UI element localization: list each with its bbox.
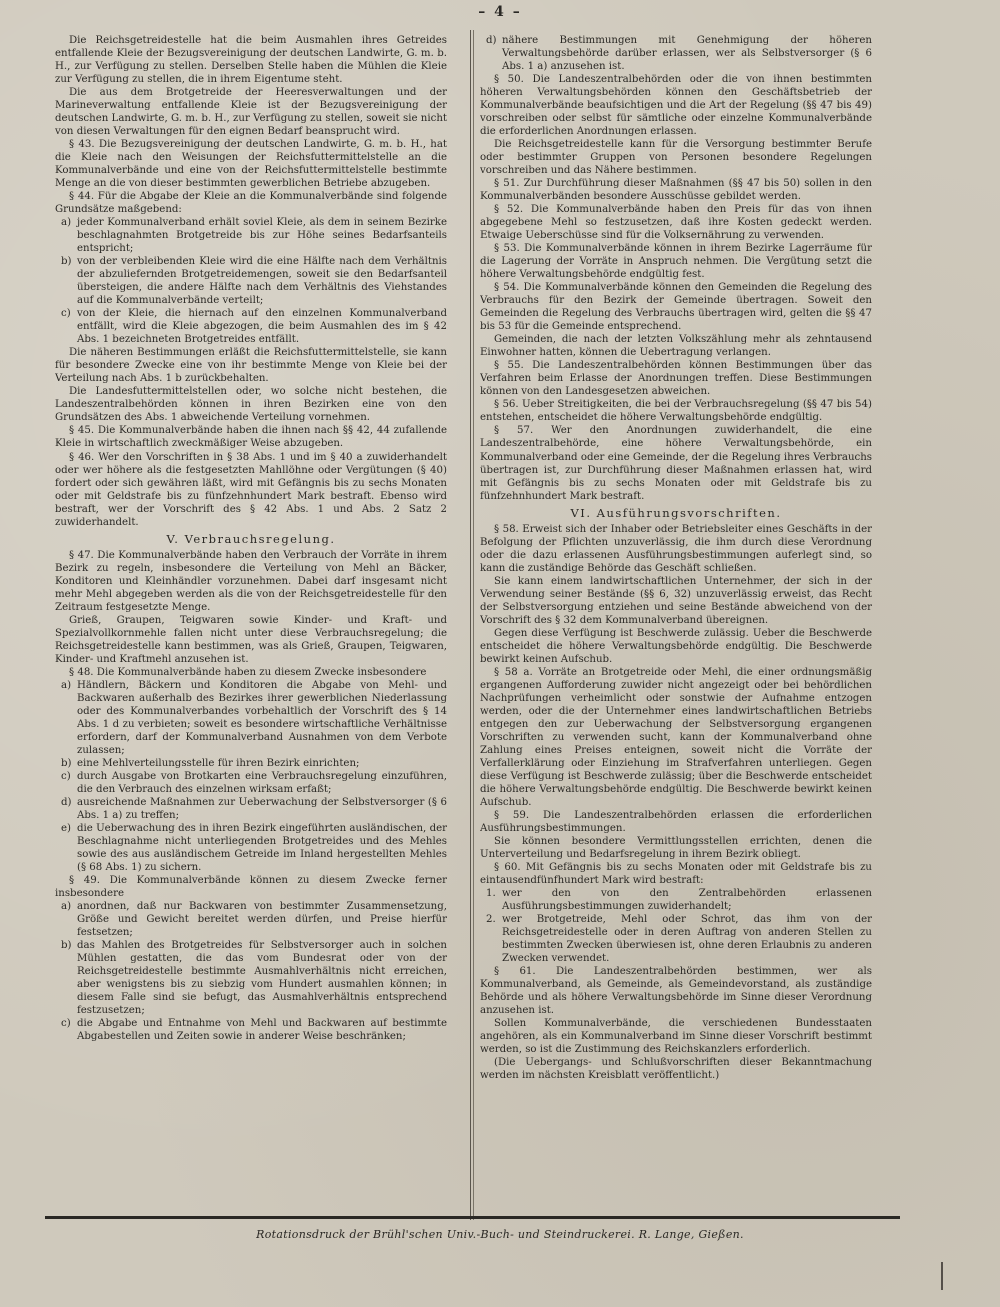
list-item — [55, 255, 447, 307]
paragraph: § 61. Die Landeszentralbehörden bestimmen, wer als Kommunalverband, als Gemeinde, als Gemeindevorstand, als zuständige Behörde und als höhere Verwaltungsbehörde im Sinne dieser Verordnung anzusehen ist. — [480, 966, 872, 1017]
paragraph: Gemeinden, die nach der letzten Volkszählung mehr als zehntausend Einwohner hatten, können die Uebertragung verlangen. — [480, 334, 872, 359]
paragraph: § 49. Die Kommunalverbände können zu diesem Zwecke ferner insbesondere — [55, 875, 447, 900]
column-divider — [470, 30, 471, 1220]
list-item-text: ausreichende Maßnahmen zur Ueberwachung der Selbstversorger (§ 6 Abs. 1 a) zu treffen; — [77, 796, 447, 821]
list-item-label: b) — [61, 940, 72, 952]
paragraph: Grieß, Graupen, Teigwaren sowie Kinder- und Kraft- und Spezialvollkornmehle fallen nicht unter diese Verbrauchsregelung; die Reichsgetreidestelle kann bestimmen, was als Grieß, Graupen, Teigwaren, Kinder- und Kraftmehl anzusehen ist. — [55, 614, 447, 665]
list-item — [480, 887, 872, 913]
paragraph: § 59. Die Landeszentralbehörden erlassen die erforderlichen Ausführungsbestimmungen. — [480, 809, 872, 834]
paragraph: § 48. Die Kommunalverbände haben zu diesem Zwecke insbesondere — [69, 666, 427, 678]
list-item-text: das Mahlen des Brotgetreides für Selbstversorger auch in solchen Mühlen gestatten, die das vom Bundesrat oder von der Reichsgetreidestelle bestimmte Ausmahlverhältnis nicht erreichen, aber wenigstens bis zu siebzig vom Hundert ausmahlen können; in diesem Falle sind sie befugt, das Ausmahlverhältnis entsprechend festzusetzen; — [77, 940, 447, 1017]
paragraph: (Die Uebergangs- und Schlußvorschriften dieser Bekanntmachung werden im nächsten Kreisblatt veröffentlicht.) — [480, 1057, 872, 1082]
list-item — [55, 1017, 447, 1043]
list-item-text: wer den von den Zentralbehörden erlassenen Ausführungsbestimmungen zuwiderhandelt; — [502, 888, 872, 913]
paragraph: § 57. Wer den Anordnungen zuwiderhandelt, die eine Landeszentralbehörde, eine höhere Verwaltungsbehörde, ein Kommunalverband oder eine Gemeinde, der die Regelung ihres Verbrauchs übertragen ist, zur Durchführung dieser Maßnahmen erlassen hat, wird mit Gefängnis bis zu sechs Monaten oder mit Geldstrafe bis zu fünfzehnhundert Mark bestraft. — [480, 425, 872, 502]
paragraph: § 44. Für die Abgabe der Kleie an die Kommunalverbände sind folgende Grundsätze maßgebend: — [55, 191, 447, 216]
list-item-label: a) — [61, 679, 72, 691]
paragraph: § 47. Die Kommunalverbände haben den Verbrauch der Vorräte in ihrem Bezirk zu regeln, insbesondere die Verteilung von Mehl an Bäcker, Konditoren und Kleinhändler vorzunehmen. Dabei darf insgesamt nicht mehr Mehl abgegeben werden als die von der Reichsgetreidestelle für den Zeitraum festgesetzte Menge. — [55, 549, 447, 613]
list-item — [55, 770, 447, 796]
list-item-label: a) — [61, 217, 72, 229]
list-item-text: jeder Kommunalverband erhält soviel Kleie, als dem in seinem Bezirke beschlagnahmten Brotgetreide bis zur Höhe seines Bedarfsanteils entspricht; — [77, 217, 447, 255]
page-number: – 4 – — [478, 4, 522, 20]
list-item-label: e) — [61, 822, 72, 834]
list-item — [480, 34, 872, 73]
paragraph: § 52. Die Kommunalverbände haben den Preis für das von ihnen abgegebene Mehl so festzusetzen, daß ihre Kosten gedeckt werden. Etwaige Ueberschüsse sind für die Volksernährung zu verwenden. — [480, 204, 872, 242]
list-item — [55, 900, 447, 939]
list-item-label: c) — [61, 308, 71, 320]
printer-imprint: Rotationsdruck der Brühl'schen Univ.-Buch- und Steindruckerei. R. Lange, Gießen. — [256, 1228, 744, 1241]
list-item-label: d) — [486, 35, 497, 46]
paragraph: Die aus dem Brotgetreide der Heeresverwaltungen und der Marineverwaltung entfallende Kleie ist der Bezugsvereinigung der deutschen Landwirte, G. m. b. H., zur Verfügung zu stellen, soweit sie nicht von diesen Verwaltungen für den eignen Bedarf beansprucht wird. — [55, 87, 447, 138]
paragraph: Sie können besondere Vermittlungsstellen errichten, denen die Unterverteilung und Bedarfsregelung in ihrem Bezirk obliegt. — [480, 835, 872, 860]
section-heading: VI. Ausführungsvorschriften. — [570, 505, 782, 520]
list-item-text: durch Ausgabe von Brotkarten eine Verbrauchsregelung einzuführen, die den Verbrauch des einzelnen wirksam erfaßt; — [77, 770, 447, 795]
list-item-label: 1. — [486, 888, 496, 900]
list-item-label: 2. — [486, 914, 496, 926]
paragraph: Gegen diese Verfügung ist Beschwerde zulässig. Ueber die Beschwerde entscheidet die höhere Verwaltungsbehörde endgültig. Die Beschwerde bewirkt keinen Aufschub. — [480, 627, 872, 665]
paragraph: § 55. Die Landeszentralbehörden können Bestimmungen über das Verfahren beim Erlasse der Anordnungen treffen. Diese Bestimmungen können von den Landesgesetzen abweichen. — [480, 360, 872, 398]
list-item-label: a) — [61, 901, 72, 913]
left-column — [55, 34, 447, 1212]
right-column — [480, 34, 872, 1212]
paper-mark — [941, 1262, 943, 1290]
list-item — [480, 913, 872, 965]
list-item-text: eine Mehlverteilungsstelle für ihren Bezirk einrichten; — [77, 757, 360, 769]
list-item-text: wer Brotgetreide, Mehl oder Schrot, das ihm von der Reichsgetreidestelle oder in deren Auftrag von anderen Stellen zu bestimmten Zwecken überwiesen ist, ohne deren Erlaubnis zu anderen Zwecken verwendet. — [502, 914, 872, 965]
list-item — [55, 307, 447, 346]
list-item-text: von der Kleie, die hiernach auf den einzelnen Kommunalverband entfällt, wird die Kleie abgezogen, die beim Ausmahlen des im § 42 Abs. 1 bezeichneten Brotgetreides entfällt. — [77, 308, 447, 346]
list-item — [55, 822, 447, 874]
paragraph: Sie kann einem landwirtschaftlichen Unternehmer, der sich in der Verwendung seiner Bestände (§§ 6, 32) unzuverlässig erweist, das Recht der Selbstversorgung entziehen und seine Bestände abweichend von der Vorschrift des § 32 dem Kommunalverband übereignen. — [480, 575, 872, 626]
list-item-label: c) — [61, 1018, 71, 1030]
list-item-text: die Abgabe und Entnahme von Mehl und Backwaren auf bestimmte Abgabestellen und Zeiten sowie in anderer Weise beschränken; — [77, 1018, 447, 1043]
paragraph: § 45. Die Kommunalverbände haben die ihnen nach §§ 42, 44 zufallende Kleie in wirtschaftlich zweckmäßiger Weise abzugeben. — [55, 425, 447, 450]
paragraph: Sollen Kommunalverbände, die verschiedenen Bundesstaaten angehören, als ein Kommunalverband im Sinne dieser Vorschrift bestimmt werden, so ist die Zustimmung des Reichskanzlers erforderlich. — [480, 1018, 872, 1056]
paragraph: § 58 a. Vorräte an Brotgetreide oder Mehl, die einer ordnungsmäßig ergangenen Aufforderung zuwider nicht angezeigt oder bei behördlichen Nachprüfungen verheimlicht oder sonstwie der Aufnahme entzogen werden, oder die der Unternehmer eines landwirtschaftlichen Betriebs entgegen den zur Ueberwachung der Selbstversorgung ergangenen Vorschriften zu verwenden sucht, kann der Kommunalverband ohne Zahlung eines Preises enteignen, soweit nicht die Vorräte der Verfallerklärung oder Einziehung im Strafverfahren unterliegen. Gegen diese Verfügung ist Beschwerde zulässig; über die Beschwerde entscheidet die höhere Verwaltungsbehörde endgültig. Die Beschwerde bewirkt keinen Aufschub. — [480, 666, 872, 808]
list-item-text: die Ueberwachung des in ihren Bezirk eingeführten ausländischen, der Beschlagnahme nicht unterliegenden Brotgetreides und des Mehles sowie des aus ausländischem Getreide im Inland hergestellten Mehles (§ 68 Abs. 1) zu sichern. — [77, 822, 447, 873]
column-divider-inner — [473, 30, 474, 1220]
paragraph: § 58. Erweist sich der Inhaber oder Betriebsleiter eines Geschäfts in der Befolgung der Pflichten unzuverlässig, die ihm durch diese Verordnung oder die dazu erlassenen Ausführungsbestimmungen auferlegt sind, so kann die zuständige Behörde das Geschäft schließen. — [480, 523, 872, 574]
list-item-text: von der verbleibenden Kleie wird die eine Hälfte nach dem Verhältnis der abzuliefernden Brotgetreidemengen, soweit sie den Bedarfsanteil übersteigen, die andere Hälfte nach dem Verhältnis des Viehstandes auf die Kommunalverbände verteilt; — [77, 256, 447, 307]
list-item — [55, 757, 447, 770]
list-item-label: b) — [61, 256, 72, 268]
paragraph: § 50. Die Landeszentralbehörden oder die von ihnen bestimmten höheren Verwaltungsbehörden können den Geschäftsbetrieb der Kommunalverbände beaufsichtigen und die Art der Regelung (§§ 47 bis 49) vorschreiben oder selbst für sämtliche oder einzelne Kommunalverbände die erforderlichen Anordnungen erlassen. — [480, 74, 872, 138]
paragraph: § 54. Die Kommunalverbände können den Gemeinden die Regelung des Verbrauchs für den Bezirk der Gemeinde übertragen. Soweit den Gemeinden die Regelung des Verbrauchs übertragen wird, gelten die §§ 47 bis 53 für die Gemeinde entsprechend. — [480, 282, 872, 333]
paragraph: § 51. Zur Durchführung dieser Maßnahmen (§§ 47 bis 50) sollen in den Kommunalverbänden besondere Ausschüsse gebildet werden. — [480, 178, 872, 203]
list-item-text: Händlern, Bäckern und Konditoren die Abgabe von Mehl- und Backwaren außerhalb des Bezirkes ihrer gewerblichen Niederlassung oder des Kommunalverbandes vorbehaltlich der Vorschrift des § 14 Abs. 1 d zu verbieten; soweit es besondere wirtschaftliche Verhältnisse erfordern, darf der Kommunalverband Ausnahmen von dem Verbote zulassen; — [77, 679, 447, 756]
paragraph: Die näheren Bestimmungen erläßt die Reichsfuttermittelstelle, sie kann für besondere Zwecke eine von ihr bestimmte Menge von Kleie bei der Verteilung nach Abs. 1 b zurückbehalten. — [55, 347, 447, 385]
paragraph: Die Reichsgetreidestelle kann für die Versorgung bestimmter Berufe oder bestimmter Gruppen von Personen besondere Regelungen vorschreiben und das Nähere bestimmen. — [480, 139, 872, 177]
paragraph: Die Landesfuttermittelstellen oder, wo solche nicht bestehen, die Landeszentralbehörden können in ihren Bezirken eine von den Grundsätzen des Abs. 1 abweichende Verteilung vornehmen. — [55, 386, 447, 424]
list-item-label: d) — [61, 796, 72, 808]
list-item — [55, 939, 447, 1017]
list-item — [55, 796, 447, 822]
list-item-text: anordnen, daß nur Backwaren von bestimmter Zusammensetzung, Größe und Gewicht bereitet werden dürfen, und Preise hierfür festsetzen; — [77, 901, 447, 939]
paragraph: § 60. Mit Gefängnis bis zu sechs Monaten oder mit Geldstrafe bis zu eintausendfünfhundert Mark wird bestraft: — [480, 861, 872, 886]
paragraph: § 56. Ueber Streitigkeiten, die bei der Verbrauchsregelung (§§ 47 bis 54) entstehen, entscheidet die höhere Verwaltungsbehörde endgültig. — [480, 399, 872, 424]
section-heading: V. Verbrauchsregelung. — [166, 531, 336, 546]
paragraph: Die Reichsgetreidestelle hat die beim Ausmahlen ihres Getreides entfallende Kleie der Bezugsvereinigung der deutschen Landwirte, G. m. b. H., zur Verfügung zu stellen. Derselben Stelle haben die Mühlen die Kleie zur Verfügung zu stellen, die in ihrem Eigentume steht. — [55, 35, 447, 86]
list-item — [55, 679, 447, 757]
list-item-text: nähere Bestimmungen mit Genehmigung der höheren Verwaltungsbehörde darüber erlassen, wer als Selbstversorger (§ 6 Abs. 1 a) anzusehen ist. — [502, 35, 872, 73]
list-item-label: b) — [61, 757, 72, 769]
paragraph: § 43. Die Bezugsvereinigung der deutschen Landwirte, G. m. b. H., hat die Kleie nach den Weisungen der Reichsfuttermittelstelle an die Kommunalverbände und eine von der Reichsfuttermittelstelle bestimmte Menge an die von dieser bestimmten gewerblichen Betriebe abzugeben. — [55, 139, 447, 190]
paragraph: § 53. Die Kommunalverbände können in ihrem Bezirke Lagerräume für die Lagerung der Vorräte in Anspruch nehmen. Die Vergütung setzt die höhere Verwaltungsbehörde endgültig fest. — [480, 243, 872, 281]
footer-rule — [45, 1216, 900, 1219]
list-item — [55, 216, 447, 255]
paragraph: § 46. Wer den Vorschriften in § 38 Abs. 1 und im § 40 a zuwiderhandelt oder wer höhere als die festgesetzten Mahllöhne oder Vergütungen (§ 40) fordert oder sich gewähren läßt, wird mit Gefängnis bis zu sechs Monaten oder mit Geldstrafe bis zu fünfzehnhundert Mark bestraft. Ebenso wird bestraft, wer der Vorschrift des § 42 Abs. 1 und Abs. 2 Satz 2 zuwiderhandelt. — [55, 451, 447, 528]
list-item-label: c) — [61, 770, 71, 782]
